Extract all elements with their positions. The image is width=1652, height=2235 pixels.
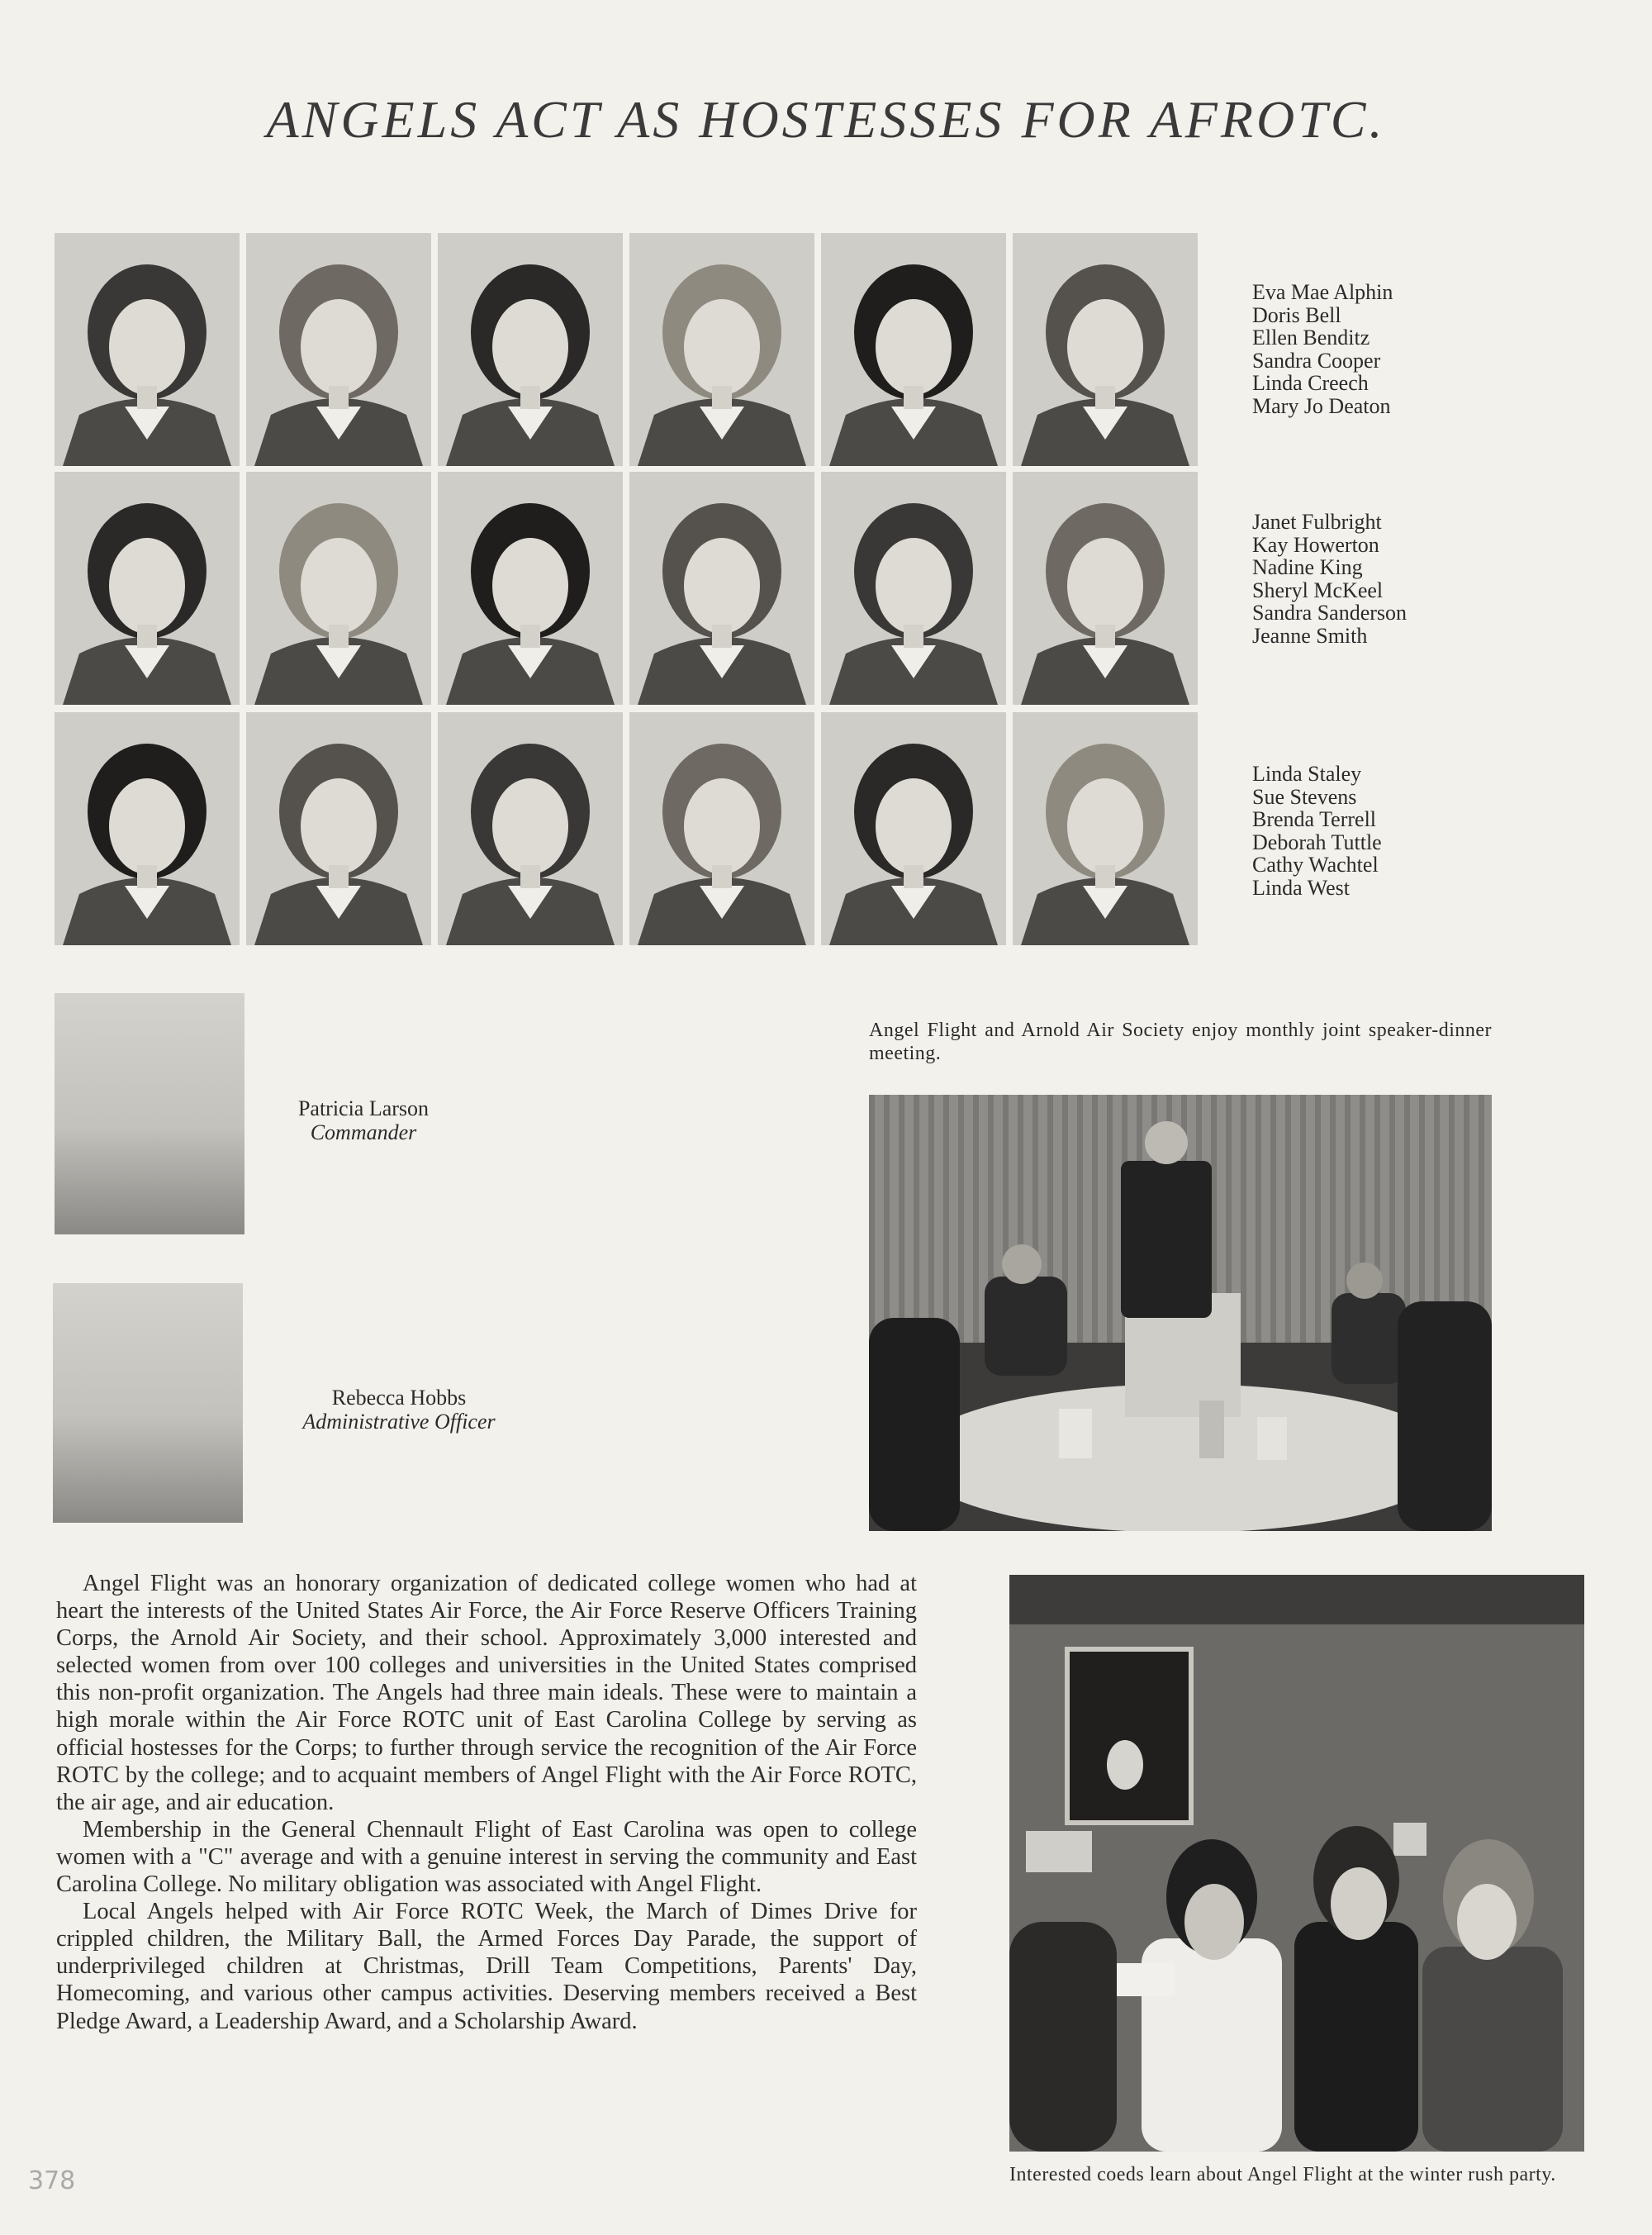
commander-label — [281, 1096, 446, 1144]
roster-name: Cathy Wachtel — [1252, 853, 1379, 877]
member-portrait — [55, 233, 240, 466]
member-portrait — [438, 712, 623, 945]
roster-name: Linda West — [1252, 875, 1351, 900]
roster-name: Sue Stevens — [1252, 784, 1357, 809]
roster-name: Janet Fulbright — [1252, 510, 1382, 534]
member-portrait — [821, 233, 1006, 466]
roster-name: Kay Howerton — [1252, 532, 1379, 557]
member-portrait — [55, 472, 240, 705]
roster-group-3 — [1252, 763, 1382, 899]
member-portrait — [629, 712, 814, 945]
rush-party-photo — [1009, 1575, 1584, 2152]
member-portrait — [1013, 472, 1198, 705]
article-paragraph: Membership in the General Chennault Flight of East Carolina was open to college women with a "C" average and with a genuine interest in serving the community and East Carolina College. No military obligation was associated with Angel Flight. — [56, 1816, 917, 1898]
admin-officer-label — [279, 1386, 519, 1434]
roster-name: Linda Staley — [1252, 762, 1362, 786]
roster-name: Doris Bell — [1252, 302, 1341, 327]
page-number: 378 — [28, 2166, 76, 2195]
roster-name: Brenda Terrell — [1252, 807, 1377, 831]
roster-name: Deborah Tuttle — [1252, 830, 1382, 854]
admin-officer-portrait — [53, 1283, 243, 1523]
roster-name: Linda Creech — [1252, 371, 1369, 395]
article-body — [56, 1570, 917, 2035]
member-portrait — [629, 472, 814, 705]
member-portrait — [438, 472, 623, 705]
roster-name: Sandra Cooper — [1252, 348, 1381, 373]
member-portrait — [246, 712, 431, 945]
member-portrait — [55, 712, 240, 945]
article-paragraph: Local Angels helped with Air Force ROTC Week, the March of Dimes Drive for crippled children, the Military Ball, the Armed Forces Day Parade, the support of underprivileged children at Christmas, Drill Team Competitions, Parents' Day, Homecoming, and various other campus activities. Deserving members received a Best Pledge Award, a Leadership Award, and a Scholarship Award. — [56, 1899, 917, 2034]
commander-title: Commander — [310, 1120, 417, 1144]
page-title: ANGELS ACT AS HOSTESSES FOR AFROTC. — [266, 90, 1386, 149]
roster-name: Mary Jo Deaton — [1252, 393, 1391, 418]
party-caption: Interested coeds learn about Angel Flight at the winter rush party. — [1009, 2164, 1556, 2185]
roster-group-2 — [1252, 511, 1407, 647]
roster-name: Ellen Benditz — [1252, 326, 1370, 350]
member-portrait — [821, 712, 1006, 945]
member-portrait — [438, 233, 623, 466]
roster-name: Nadine King — [1252, 555, 1363, 579]
dinner-meeting-photo — [869, 1095, 1492, 1531]
roster-name: Sheryl McKeel — [1252, 578, 1384, 602]
dinner-caption: Angel Flight and Arnold Air Society enjoy monthly joint speaker-dinner meeting. — [869, 1020, 1492, 1064]
member-portrait — [246, 233, 431, 466]
member-portrait — [821, 472, 1006, 705]
member-portrait — [1013, 233, 1198, 466]
member-portrait — [629, 233, 814, 466]
admin-officer-title: Administrative Officer — [302, 1410, 496, 1434]
article-paragraph: Angel Flight was an honorary organization of dedicated college women who had at heart the interests of the United States Air Force, the Air Force Reserve Officers Training Corps, the Arnold Air Society, and their school. Approximately 3,000 interested and selected women from over 100 colleges and universities in the United States comprised this non-profit organization. The Angels had three main ideals. These were to maintain a high morale within the Air Force ROTC unit of East Carolina College by serving as official hostesses for the Corps; to further through service the recognition of the Air Force ROTC by the college; and to acquaint members of Angel Flight with the Air Force ROTC, the air age, and air education. — [56, 1571, 917, 1815]
member-portrait — [1013, 712, 1198, 945]
roster-name: Sandra Sanderson — [1252, 601, 1408, 625]
admin-officer-name: Rebecca Hobbs — [331, 1386, 467, 1410]
roster-group-1 — [1252, 281, 1393, 417]
commander-portrait — [55, 993, 244, 1234]
roster-name: Eva Mae Alphin — [1252, 280, 1393, 304]
commander-name: Patricia Larson — [297, 1096, 430, 1120]
roster-name: Jeanne Smith — [1252, 623, 1368, 648]
member-portrait — [246, 472, 431, 705]
